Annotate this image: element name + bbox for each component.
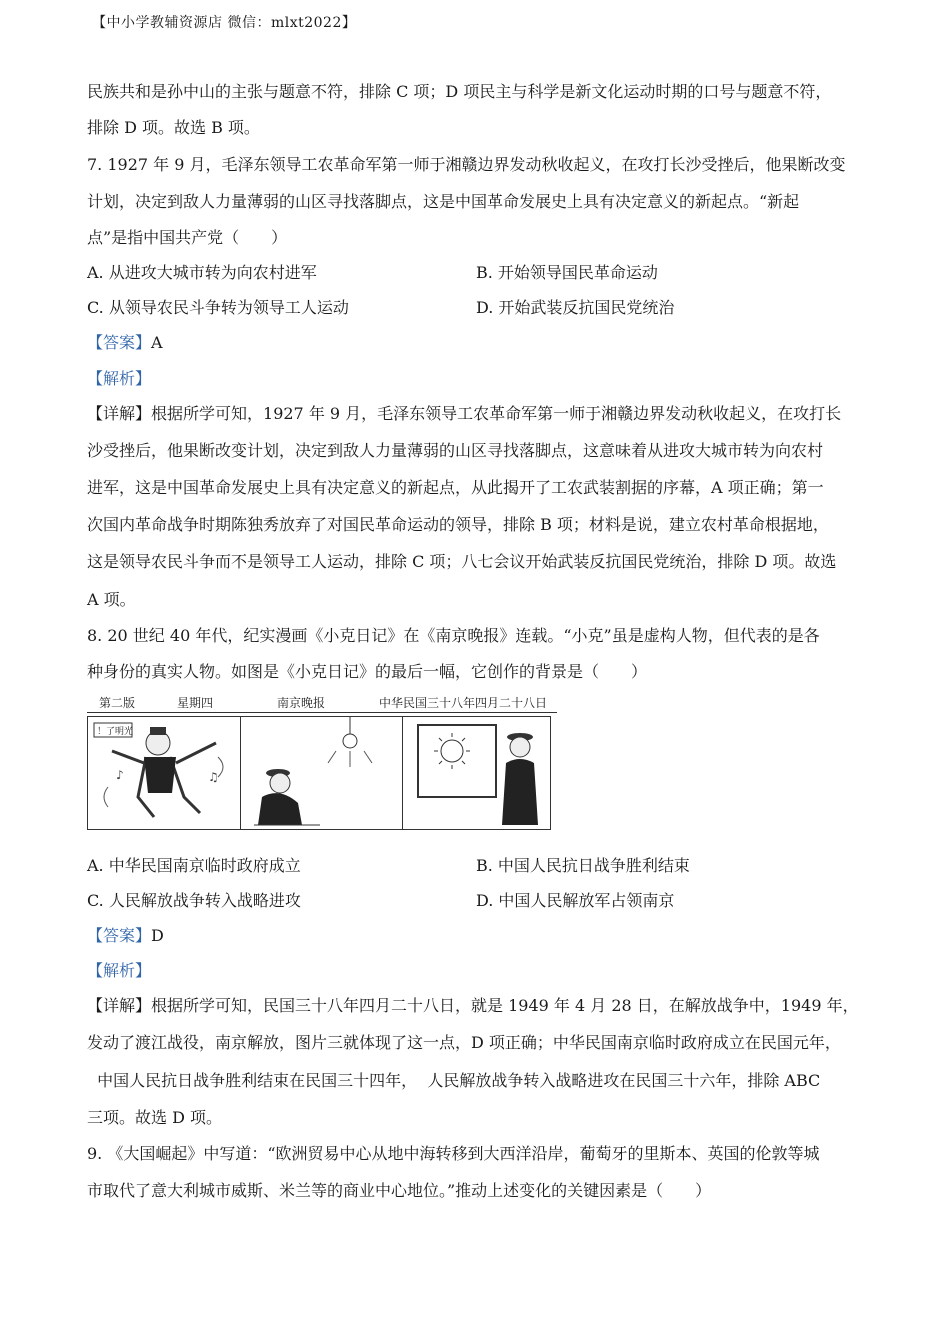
comic-panel-1 [88, 717, 241, 829]
page-header: 【中小学教辅资源店 微信：mlxt2022】 [92, 15, 357, 31]
q9-stem: 市取代了意大利城市威斯、米兰等的商业中心地位。”推动上述变化的关键因素是（ ） [87, 1181, 712, 1200]
detail-text: 根据所学可知，民国三十八年四月二十八日，就是 1949 年 4 月 28 日，在解放战争中，1949 年， [151, 996, 859, 1015]
q8-stem: 8. 20 世纪 40 年代，纪实漫画《小克日记》在《南京晚报》连载。“小克”虽是虚构人物，但代表的是各 [87, 626, 820, 645]
q8-option-d: D. 中国人民解放军占领南京 [476, 891, 675, 910]
q7-option-a: A. 从进攻大城市转为向农村进军 [87, 263, 317, 282]
comic-strip [87, 692, 557, 836]
q8-detail: 中国人民抗日战争胜利结束在民国三十四年， 人民解放战争转入战略进攻在民国三十六年，排除 ABC [87, 1071, 821, 1090]
q8-answer [87, 926, 164, 946]
q9-stem: 9. 《大国崛起》中写道：“欧洲贸易中心从地中海转移到大西洋沿岸，葡萄牙的里斯本、英国的伦敦等城 [87, 1144, 820, 1163]
answer-tag: 【答案】 [87, 926, 152, 945]
q7-option-d: D. 开始武装反抗国民党统治 [476, 298, 675, 317]
detail-text: 根据所学可知，1927 年 9 月，毛泽东领导工农革命军第一师于湘赣边界发动秋收起义，在攻打长 [151, 404, 842, 423]
detail-tag: 【详解】 [87, 404, 152, 423]
text-line: 民族共和是孙中山的主张与题意不符，排除 C 项；D 项民主与科学是新文化运动时期的口号与题意不符， [87, 82, 832, 101]
q8-analysis-tag: 【解析】 [87, 961, 152, 980]
q8-detail: 发动了渡江战役，南京解放，图片三就体现了这一点，D 项正确；中华民国南京临时政府成立在民国元年， [87, 1033, 841, 1052]
q7-detail [87, 404, 841, 424]
q7-stem: 点”是指中国共产党（ ） [87, 228, 288, 247]
q7-detail: 进军，这是中国革命发展史上具有决定意义的新起点，从此揭开了工农武装割据的序幕，A 项正确；第一 [87, 478, 824, 497]
comic-panel-2 [240, 717, 403, 829]
answer-tag: 【答案】 [87, 333, 152, 352]
q7-detail: A 项。 [87, 590, 136, 609]
comic-paper: 南京晚报 [277, 696, 326, 710]
q7-analysis-tag: 【解析】 [87, 369, 152, 388]
q7-option-b: B. 开始领导国民革命运动 [476, 263, 658, 282]
comic-header [87, 692, 557, 713]
q8-detail [87, 996, 859, 1016]
window-sun-figure-icon [402, 717, 548, 829]
answer-value: A [151, 333, 163, 352]
q7-answer [87, 333, 163, 353]
svg-text:♪: ♪ [116, 768, 124, 782]
svg-text:♫: ♫ [208, 770, 219, 784]
comic-edition: 第二版 [99, 696, 136, 710]
q7-stem: 计划，决定到敌人力量薄弱的山区寻找落脚点，这是中国革命发展史上具有决定意义的新起点。“新起 [87, 192, 800, 211]
detail-tag: 【详解】 [87, 996, 152, 1015]
lamp-figure-icon [240, 717, 402, 829]
speech-bubble: ！了明光 [97, 727, 134, 737]
comic-weekday: 星期四 [177, 696, 214, 710]
q8-option-c: C. 人民解放战争转入战略进攻 [87, 891, 301, 910]
answer-value: D [151, 926, 164, 945]
comic-panel-3 [402, 717, 548, 829]
comic-panels [87, 716, 551, 830]
q7-stem: 7. 1927 年 9 月，毛泽东领导工农革命军第一师于湘赣边界发动秋收起义，在攻打长沙受挫后，他果断改变 [87, 155, 846, 174]
q7-detail: 次国内革命战争时期陈独秀放弃了对国民革命运动的领导，排除 B 项；材料是说，建立农村革命根据地， [87, 515, 829, 534]
q7-detail: 这是领导农民斗争而不是领导工人运动，排除 C 项；八七会议开始武装反抗国民党统治，排除 D 项。故选 [87, 552, 837, 571]
q8-detail: 三项。故选 D 项。 [87, 1108, 223, 1127]
q7-detail: 沙受挫后，他果断改变计划，决定到敌人力量薄弱的山区寻找落脚点，这意味着从进攻大城市转为向农村 [87, 441, 824, 460]
dancing-figure-icon [88, 717, 240, 829]
text-line: 排除 D 项。故选 B 项。 [87, 118, 260, 137]
q8-stem: 种身份的真实人物。如图是《小克日记》的最后一幅，它创作的背景是（ ） [87, 662, 648, 681]
q7-option-c: C. 从领导农民斗争转为领导工人运动 [87, 298, 349, 317]
q8-option-b: B. 中国人民抗日战争胜利结束 [476, 856, 690, 875]
comic-date: 中华民国三十八年四月二十八日 [379, 696, 548, 710]
q8-option-a: A. 中华民国南京临时政府成立 [87, 856, 301, 875]
